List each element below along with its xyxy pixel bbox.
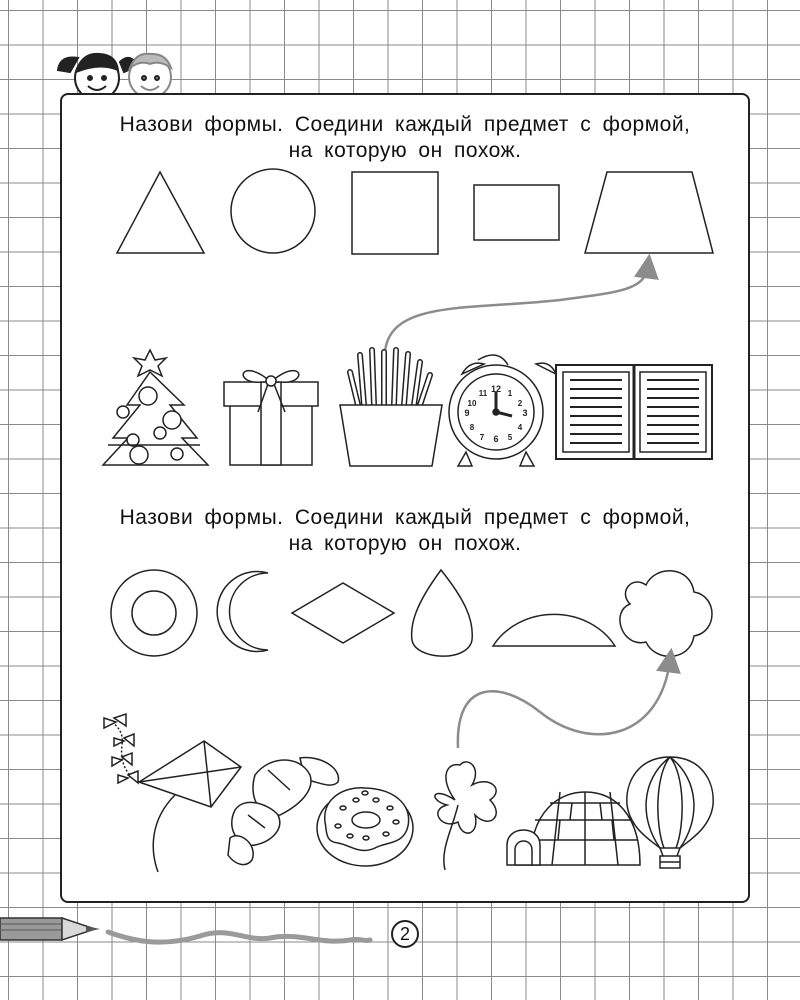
trapezoid-shape[interactable] — [585, 172, 713, 253]
clock-number-9: 9 — [464, 408, 470, 418]
clock-number-12: 12 — [490, 384, 502, 394]
pencil-scribble — [108, 932, 370, 942]
triangle-shape[interactable] — [117, 172, 204, 253]
clock-number-8: 8 — [469, 423, 475, 432]
quatrefoil-shape[interactable] — [620, 571, 712, 657]
rectangle-shape[interactable] — [474, 185, 559, 240]
instruction-1-line2: на которую он похож. — [288, 139, 522, 162]
crescent-shape[interactable] — [217, 572, 268, 652]
donut[interactable] — [317, 788, 413, 866]
drop-shape[interactable] — [412, 570, 473, 656]
open-book[interactable] — [556, 365, 712, 459]
instruction-2-line2: на которую он похож. — [288, 532, 522, 555]
alarm-clock[interactable] — [449, 355, 556, 466]
clock-number-7: 7 — [479, 433, 485, 442]
clock-number-3: 3 — [522, 408, 528, 418]
semicircle-shape[interactable] — [493, 614, 615, 646]
square-shape[interactable] — [352, 172, 438, 254]
instruction-1-line1: Назови формы. Соедини каждый предмет с формой, — [119, 113, 691, 136]
igloo[interactable] — [507, 792, 640, 865]
clock-number-2: 2 — [517, 399, 523, 408]
circle-shape[interactable] — [231, 169, 315, 253]
example-arrow-1 — [385, 266, 648, 352]
clock-number-11: 11 — [478, 389, 488, 398]
example-arrow-2 — [458, 660, 670, 748]
clock-number-1: 1 — [507, 389, 513, 398]
kite[interactable] — [104, 714, 241, 872]
clock-number-10: 10 — [467, 399, 477, 408]
rhombus-shape[interactable] — [292, 583, 394, 643]
instruction-2-line1: Назови формы. Соедини каждый предмет с формой, — [119, 506, 691, 529]
gift-box[interactable] — [224, 371, 318, 465]
christmas-tree[interactable] — [103, 350, 208, 465]
french-fries[interactable] — [340, 350, 442, 466]
clover[interactable] — [435, 762, 496, 870]
clock-number-4: 4 — [517, 423, 523, 432]
pencil — [0, 918, 100, 940]
clock-number-6: 6 — [493, 434, 499, 444]
ring-shape[interactable] — [111, 570, 197, 656]
clock-number-5: 5 — [507, 433, 513, 442]
page-number: 2 — [391, 920, 419, 948]
